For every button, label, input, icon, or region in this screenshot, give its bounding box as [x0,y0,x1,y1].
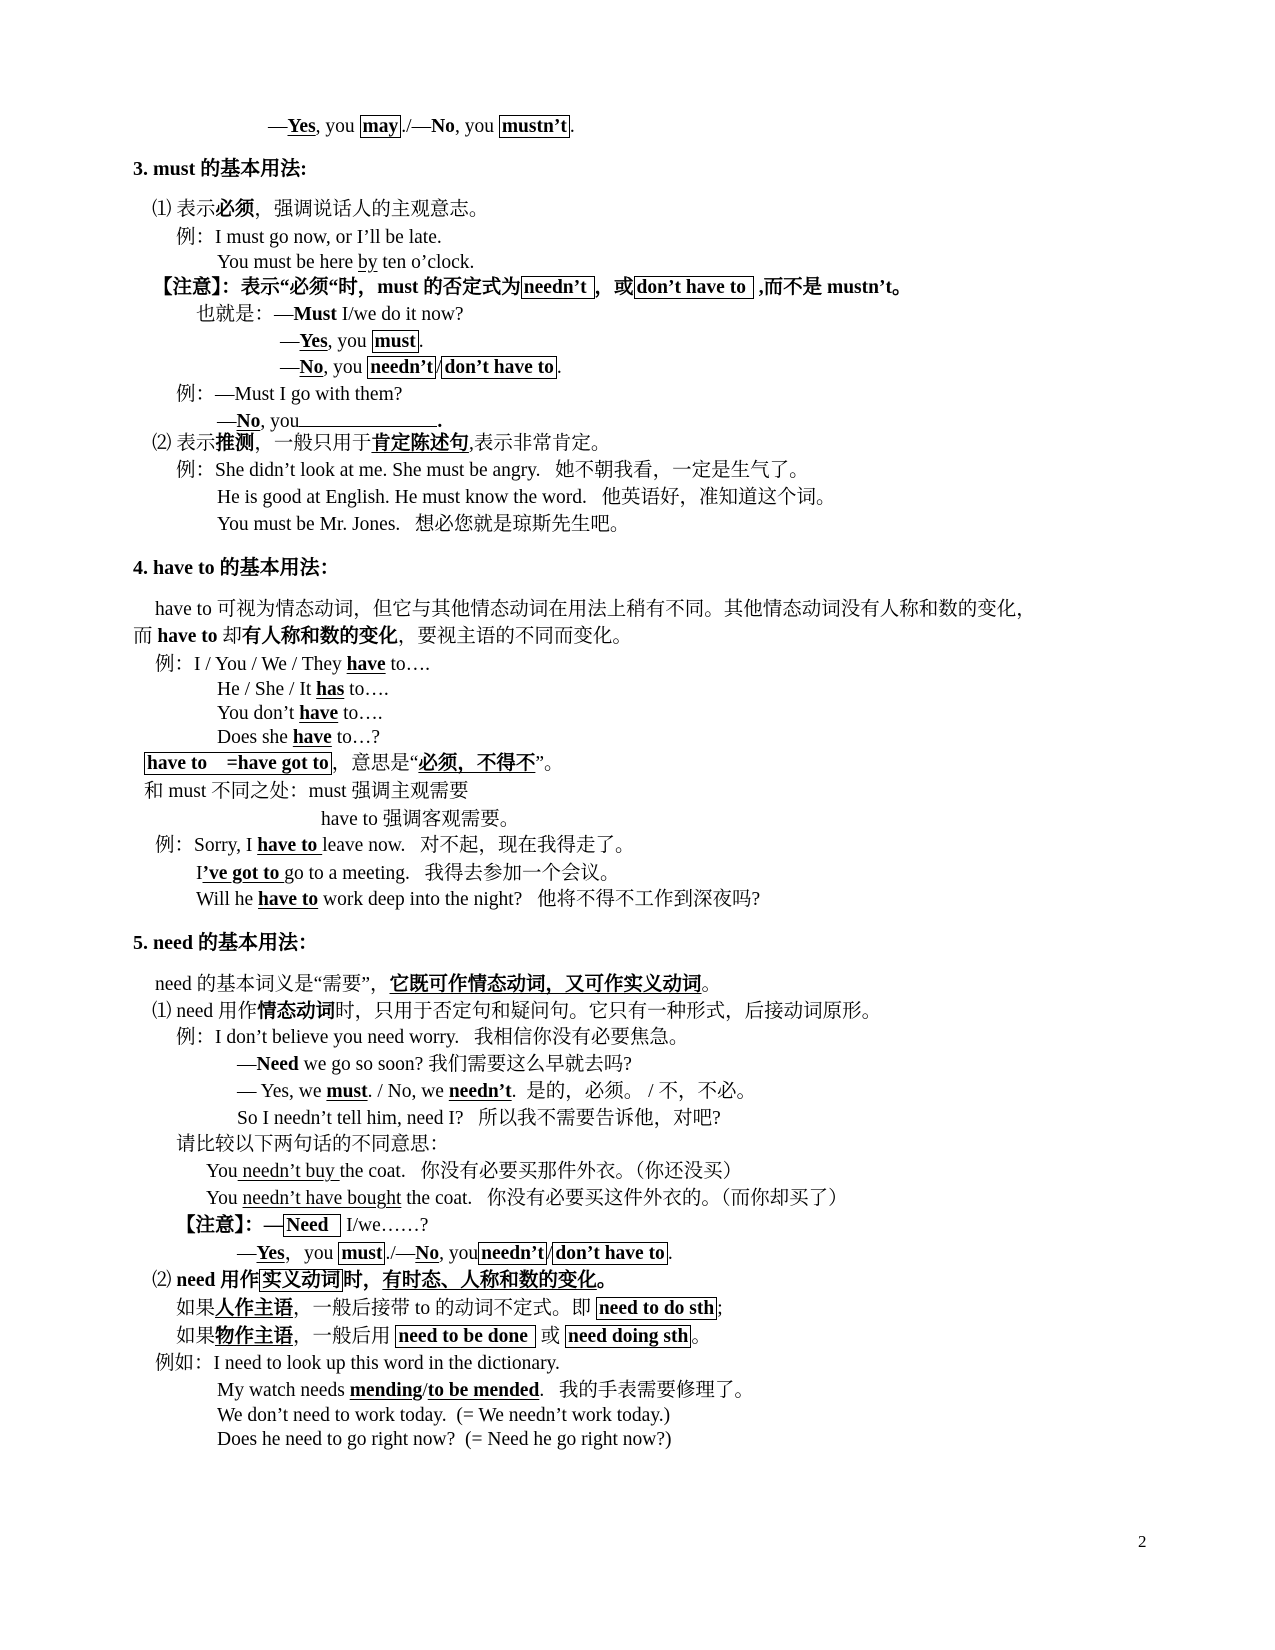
example-line: I’ve got to go to a meeting. 我得去参加一个会议。 [196,863,620,884]
example-line: My watch needs mending/to be mended. 我的手表需要修理了。 [217,1380,754,1401]
rule-line: 如果人作主语，一般后接带 to 的动词不定式。即 need to do sth ; [176,1298,723,1319]
example-line: 例：I / You / We / They have to…. [155,654,431,675]
example-line: You don’t have to…. [217,703,383,724]
example-line: Does he need to go right now? (= Need he go right now?) [217,1429,672,1450]
note-need: 【注意】：— Need I/we……? [176,1215,429,1236]
boxed-have-got-to: have to =have got to [144,752,332,775]
rule-line: 如果物作主语，一般后用 need to be done 或 need doing sth 。 [176,1326,711,1347]
heading-need-usage: 5. need 的基本用法： [133,932,318,954]
dialogue-may-line: —Yes, you may ./—No, you mustn’t . [268,116,575,137]
comparison-line: have to 强调客观需要。 [321,809,520,830]
note-must-negative: 【注意】：表示“必须“时，must 的否定式为 needn’t ，或 don’t have to ,而不是 mustn’t。 [153,277,912,298]
boxed-may: may [360,115,402,138]
comparison-intro: 请比较以下两句话的不同意思： [176,1134,450,1155]
boxed-need-to-be-done: need to be done [395,1325,535,1348]
heading-must-usage: 3. must 的基本用法: [133,158,307,180]
dialogue-line: —Yes, you must . [280,331,424,352]
boxed-mustnt: mustn’t [499,115,570,138]
boxed-dont-have-to: don’t have to [441,356,556,379]
example-line: —Need we go so soon? 我们需要这么早就去吗? [237,1054,632,1075]
boxed-notional-verb: 实义动词 [259,1269,343,1292]
example-line: You needn’t have bought the coat. 你没有必要买这件外衣的。（而你却买了） [206,1188,848,1209]
fill-blank-line: —No, you . [217,408,442,434]
boxed-neednt: needn’t [521,276,595,299]
boxed-must: must [338,1242,385,1265]
boxed-need-to-do-sth: need to do sth [596,1297,717,1320]
answer-blank [299,408,437,427]
example-line: — Yes, we must. / No, we needn’t. 是的，必须。 / 不，不必。 [237,1081,756,1102]
heading-have-to-usage: 4. have to 的基本用法： [133,557,340,579]
have-got-to-line: have to =have got to ，意思是“必须，不得不”。 [144,752,564,776]
example-line: 例如：I need to look up this word in the dictionary. [155,1353,560,1374]
example-line: You must be Mr. Jones. 想必您就是琼斯先生吧。 [217,514,630,535]
example-line: You needn’t buy the coat. 你没有必要买那件外衣。（你还没买） [206,1161,743,1182]
dialogue-line: —Yes，you must ./—No, you needn’t / don’t have to . [237,1243,673,1264]
boxed-neednt: needn’t [478,1242,547,1265]
example-line: 例：She didn’t look at me. She must be angry. 她不朝我看，一定是生气了。 [176,460,809,481]
example-line: You must be here by ten o’clock. [217,252,475,273]
paragraph-line: need 的基本词义是“需要”，它既可作情态动词，又可作实义动词。 [155,974,722,995]
boxed-need-doing-sth: need doing sth [565,1325,691,1348]
example-line: 例：I don’t believe you need worry. 我相信你没有必要焦急。 [176,1027,689,1048]
must-point-1: ⑴ 表示必须，强调说话人的主观意志。 [152,199,489,220]
example-line: Will he have to work deep into the night? 他将不得不工作到深夜吗? [196,889,761,910]
need-point-2: ⑵ need 用作 实义动词 时，有时态、人称和数的变化。 [152,1270,617,1291]
boxed-must: must [372,330,419,353]
comparison-line: 和 must 不同之处：must 强调主观需要 [144,781,469,802]
dialogue-line: 也就是：—Must I/we do it now? [196,304,464,325]
example-line: 例：—Must I go with them? [176,384,403,405]
example-line: He is good at English. He must know the word. 他英语好，准知道这个词。 [217,487,836,508]
page-number: 2 [1138,1532,1147,1551]
example-line: So I needn’t tell him, need I? 所以我不需要告诉他，对吧? [237,1108,721,1129]
example-line: He / She / It has to…. [217,679,389,700]
boxed-need: Need [283,1214,341,1237]
boxed-dont-have-to: don’t have to [552,1242,667,1265]
need-point-1: ⑴ need 用作情态动词时，只用于否定句和疑问句。它只有一种形式，后接动词原形。 [152,1001,882,1022]
example-line: 例：Sorry, I have to leave now. 对不起，现在我得走了。 [155,835,635,856]
paragraph-line: 而 have to 却有人称和数的变化，要视主语的不同而变化。 [133,626,632,647]
paragraph-line: have to 可视为情态动词，但它与其他情态动词在用法上稍有不同。其他情态动词没有人称和数的变化， [155,599,1036,620]
boxed-dont-have-to: don’t have to [634,276,754,299]
example-line: Does she have to…? [217,727,381,748]
example-line: We don’t need to work today. (= We needn’t work today.) [217,1405,671,1426]
example-line: 例：I must go now, or I’ll be late. [176,227,442,248]
must-point-2: ⑵ 表示推测，一般只用于肯定陈述句,表示非常肯定。 [152,433,611,454]
boxed-neednt: needn’t [367,356,436,379]
dialogue-line: —No, you needn’t / don’t have to . [280,357,562,378]
